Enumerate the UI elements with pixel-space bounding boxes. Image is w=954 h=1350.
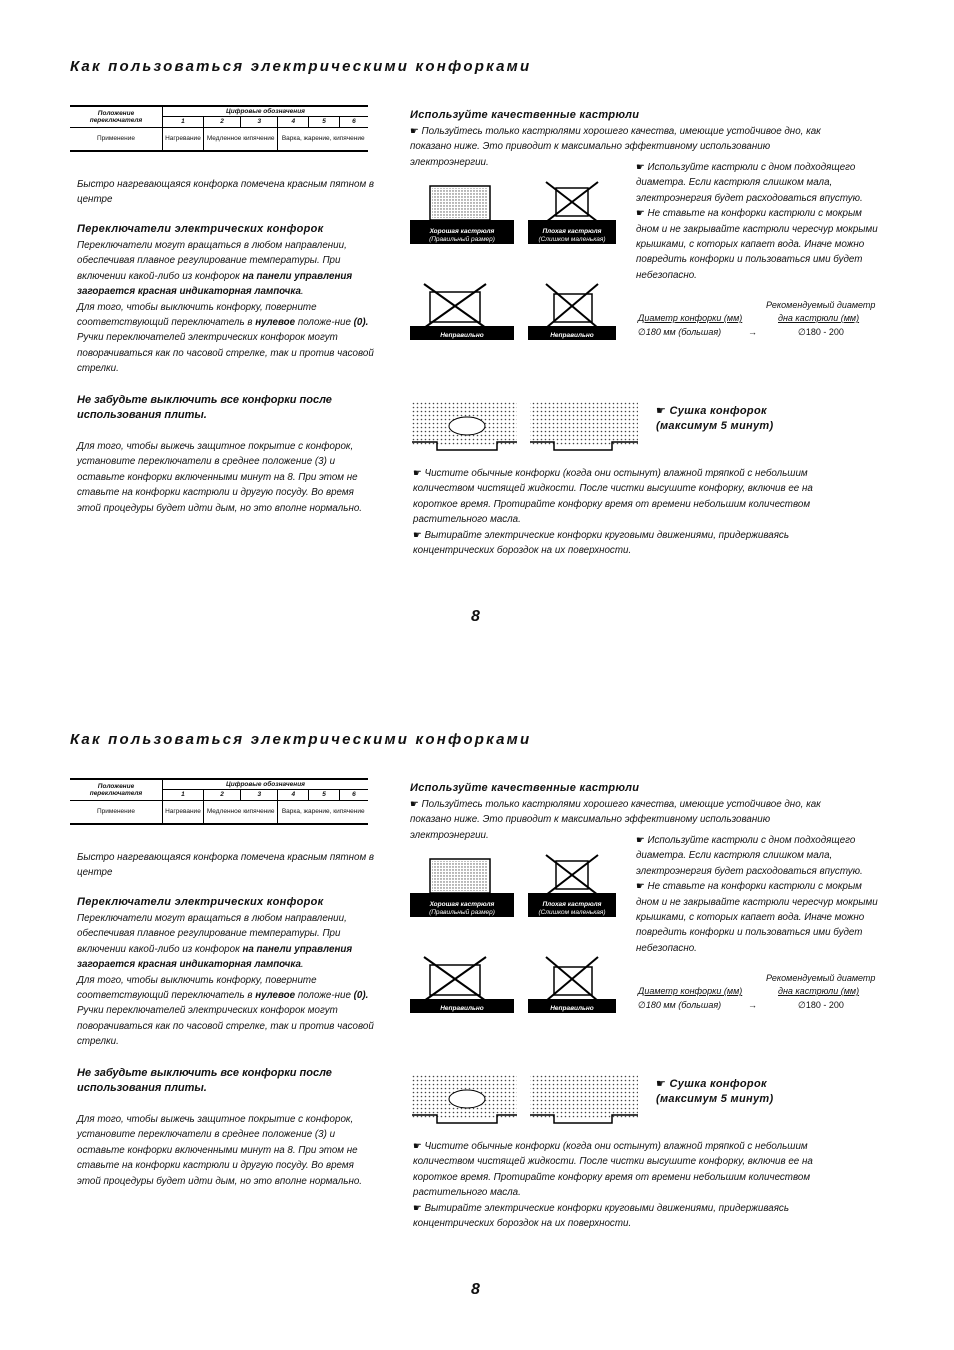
pot-value: ∅180 - 200: [798, 327, 844, 337]
burn-in-text: Для того, чтобы выжечь защитное покрытие с конфорок, установите переключатели в среднее положение (3) и оставьте конфорки включенными минут на 8. При этом не ставьте на конфорки кастрюли и другую посуду. Во время этой процедуры будет идти дым, но это вполне нормально.: [77, 1114, 363, 1187]
bad-pan-figure: [528, 178, 616, 233]
page-title: Как пользоваться электрическими конфорками: [70, 731, 532, 748]
burner-diam-label: Диаметр конфорки (мм): [638, 313, 743, 323]
table-row-label: Применение: [70, 800, 163, 824]
table-num: 5: [309, 117, 340, 127]
bad-pan-caption: Плохая кастрюля (Слишком маленькая): [528, 901, 616, 917]
burner-value: ∅180 мм (большая): [638, 1000, 722, 1010]
table-num: 6: [339, 790, 368, 800]
good-pan-caption: Хорошая кастрюля (Правильный размер): [410, 901, 514, 917]
burner-diam-label: Диаметр конфорки (мм): [638, 986, 743, 996]
wrong-caption-2: Неправильно: [528, 332, 616, 340]
good-pan-figure: [410, 851, 514, 906]
drying-label: ☛ Сушка конфорок (максимум 5 минут): [656, 1078, 774, 1105]
switches-heading: Переключатели электрических конфорок: [77, 896, 324, 908]
wet-lid-figure: [528, 953, 616, 1010]
table-header-digital: Цифровые обозначения: [163, 106, 369, 117]
switches-body: Переключатели могут вращаться в любом направлении, обеспечивая плавное регулирование температуры. При включении какой-либо из конфорок на панели управления загорается красная индикаторная лампочка. Для того, чтобы выключить конфорку, поверните соответствующий переключатель в нулевое положе-ние (0). Ручки переключателей электрических конфорок могут поворачиваться как по часовой стрелке, так и против часовой стрелки.: [77, 240, 374, 375]
switches-body: Переключатели могут вращаться в любом направлении, обеспечивая плавное регулирование температуры. При включении какой-либо из конфорок на панели управления загорается красная индикаторная лампочка. Для того, чтобы выключить конфорку, поверните соответствующий переключатель в нулевое положе-ние (0). Ручки переключателей электрических конфорок могут поворачиваться как по часовой стрелке, так и против часовой стрелки.: [77, 913, 374, 1048]
table-num: 3: [241, 790, 278, 800]
switch-table: [70, 105, 368, 152]
table-cell-heat: Нагревание: [163, 127, 204, 151]
table-num: 2: [203, 790, 240, 800]
bad-pan-figure: [528, 851, 616, 906]
page-bottom: [0, 673, 954, 1345]
table-num: 3: [241, 117, 278, 127]
pot-diam-label: дна кастрюли (мм): [778, 986, 860, 996]
table-num: 1: [163, 790, 204, 800]
pans-tip: ☛ Используйте кастрюли с дном подходящего диаметра. Если кастрюля слишком мала, электроэнергия будет расходоваться впустую. ☛ Не ставьте на конфорки кастрюли с мокрым дном и не закрывайте кастрюли чересчур мокрыми крышками, с которых капает вода. Иначе можно повредить конфорки и пользоваться ими будет небезопасно.: [636, 162, 878, 281]
table-header-digital: Цифровые обозначения: [163, 779, 369, 790]
wrong-caption-1: Неправильно: [410, 332, 514, 340]
pans-intro: ☛ Пользуйтесь только кастрюлями хорошего качества, имеющие устойчивое дно, как показано ниже. Это приводит к максимально эффективному использованию электроэнергии.: [410, 126, 821, 168]
drying-figure: [412, 1071, 642, 1136]
switch-table: [70, 778, 368, 825]
table-cell-slow: Медленное кипячение: [203, 127, 278, 151]
drying-text: ☛ Чистите обычные конфорки (когда они остынут) влажной тряпкой с небольшим количеством чистящей жидкости. После чистки высушите конфорку, включив ее на короткое время. Протирайте конфорку время от времени небольшим количеством растительного масла. ☛ Вытирайте электрические конфорки круговыми движениями, придерживаясь концентрических бороздок на их поверхности.: [413, 468, 813, 557]
pot-diam-label: дна кастрюли (мм): [778, 313, 860, 323]
good-pan-caption: Хорошая кастрюля (Правильный размер): [410, 228, 514, 244]
drying-text: ☛ Чистите обычные конфорки (когда они остынут) влажной тряпкой с небольшим количеством чистящей жидкости. После чистки высушите конфорку, включив ее на короткое время. Протирайте конфорку время от времени небольшим количеством растительного масла. ☛ Вытирайте электрические конфорки круговыми движениями, придерживаясь концентрических бороздок на их поверхности.: [413, 1141, 813, 1230]
warning-text: Не забудьте выключить все конфорки после использования плиты.: [77, 1067, 332, 1095]
page-title: Как пользоваться электрическими конфорками: [70, 58, 532, 75]
table-cell-slow: Медленное кипячение: [203, 800, 278, 824]
pans-heading: Используйте качественные кастрюли: [410, 109, 640, 121]
table-num: 2: [203, 117, 240, 127]
arrow-icon: →: [748, 1000, 757, 1010]
burner-value: ∅180 мм (большая): [638, 327, 722, 337]
switches-heading: Переключатели электрических конфорок: [77, 223, 324, 235]
wet-pan-figure: [410, 953, 514, 1010]
page-top: [0, 0, 954, 672]
table-num: 5: [309, 790, 340, 800]
table-header-position: Положение переключателя: [70, 779, 163, 800]
drying-figure: [412, 398, 642, 463]
bad-pan-caption: Плохая кастрюля (Слишком маленькая): [528, 228, 616, 244]
wrong-caption-2: Неправильно: [528, 1005, 616, 1013]
table-cell-fry: Варка, жарение, кипячение: [278, 800, 368, 824]
rec-header: Рекомендуемый диаметр: [766, 300, 876, 310]
arrow-icon: →: [748, 327, 757, 337]
pans-intro: ☛ Пользуйтесь только кастрюлями хорошего качества, имеющие устойчивое дно, как показано ниже. Это приводит к максимально эффективному использованию электроэнергии.: [410, 799, 821, 841]
table-cell-heat: Нагревание: [163, 800, 204, 824]
table-num: 4: [278, 790, 309, 800]
table-num: 6: [339, 117, 368, 127]
page-number: 8: [471, 608, 480, 625]
warning-text: Не забудьте выключить все конфорки после использования плиты.: [77, 394, 332, 422]
wrong-caption-1: Неправильно: [410, 1005, 514, 1013]
wet-lid-figure: [528, 280, 616, 337]
pans-heading: Используйте качественные кастрюли: [410, 782, 640, 794]
burn-in-text: Для того, чтобы выжечь защитное покрытие с конфорок, установите переключатели в среднее положение (3) и оставьте конфорки включенными минут на 8. При этом не ставьте на конфорки кастрюли и другую посуду. Во время этой процедуры будет идти дым, но это вполне нормально.: [77, 441, 363, 514]
table-row-label: Применение: [70, 127, 163, 151]
pans-tip: ☛ Используйте кастрюли с дном подходящего диаметра. Если кастрюля слишком мала, электроэнергия будет расходоваться впустую. ☛ Не ставьте на конфорки кастрюли с мокрым дном и не закрывайте кастрюли чересчур мокрыми крышками, с которых капает вода. Иначе можно повредить конфорки и пользоваться ими будет небезопасно.: [636, 835, 878, 954]
pot-value: ∅180 - 200: [798, 1000, 844, 1010]
drying-label: ☛ Сушка конфорок (максимум 5 минут): [656, 405, 774, 432]
table-header-position: Положение переключателя: [70, 106, 163, 127]
table-cell-fry: Варка, жарение, кипячение: [278, 127, 368, 151]
table-num: 1: [163, 117, 204, 127]
good-pan-figure: [410, 178, 514, 233]
page-number: 8: [471, 1281, 480, 1298]
table-num: 4: [278, 117, 309, 127]
rec-header: Рекомендуемый диаметр: [766, 973, 876, 983]
wet-pan-figure: [410, 280, 514, 337]
red-spot-note: Быстро нагревающаяся конфорка помечена красным пятном в центре: [77, 179, 375, 206]
red-spot-note: Быстро нагревающаяся конфорка помечена красным пятном в центре: [77, 852, 375, 879]
